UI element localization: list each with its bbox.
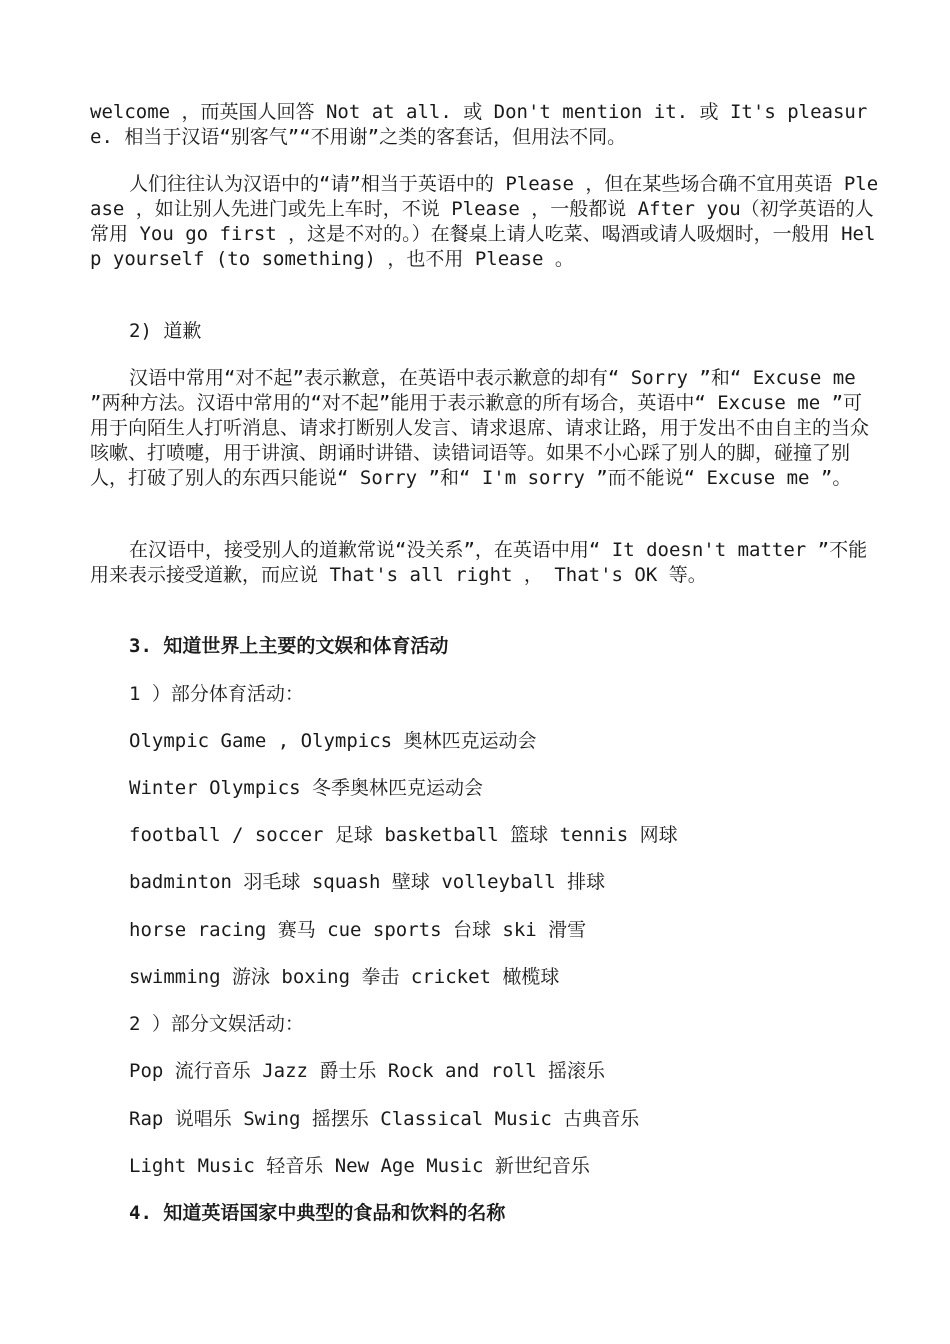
paragraph-accepting-apology: 在汉语中，接受别人的道歉常说“没关系”，在英语中用“ It doesn't matter ”不能用来表示接受道歉，而应说 That's all right ， That's OK 等。 <box>90 539 868 586</box>
paragraph-sorry-excuse-me: 汉语中常用“对不起”表示歉意，在英语中表示歉意的却有“ Sorry ”和“ Excuse me ”两种方法。汉语中常用的“对不起”能用于表示歉意的所有场合，英语中“ Excuse me ”可用于向陌生人打听消息、请求打断别人发言、请求退席、请求让路，用于发出不由自主的当众咳嗽、打喷嚏，用于讲演、朗诵时讲错、读错词语等。如果不小心踩了别人的脚，碰撞了别人，打破了别人的东西只能说“ Sorry ”和“ I'm sorry ”而不能说“ Excuse me ”。 <box>90 367 870 489</box>
paragraph-welcome-reply: welcome ，而英国人回答 Not at all. 或 Don't mention it. 或 It's pleasure. 相当于汉语“别客气”“不用谢”之类的客套话，但用法不同。 <box>90 101 868 148</box>
music-line: Pop 流行音乐 Jazz 爵士乐 Rock and roll 摇滚乐 <box>129 1060 605 1082</box>
section-4-heading: 4. 知道英语国家中典型的食品和饮料的名称 <box>129 1202 506 1224</box>
music-line: Rap 说唱乐 Swing 摇摆乐 Classical Music 古典音乐 <box>129 1108 640 1130</box>
sports-label: 1 ）部分体育活动： <box>129 683 304 705</box>
music-label: 2 ）部分文娱活动： <box>129 1013 304 1035</box>
sports-line: badminton 羽毛球 squash 壁球 volleyball 排球 <box>129 871 606 893</box>
section-3-heading: 3. 知道世界上主要的文娱和体育活动 <box>129 635 449 657</box>
sports-line: football / soccer 足球 basketball 篮球 tennis 网球 <box>129 824 678 846</box>
subheading-apology: 2) 道歉 <box>129 320 202 342</box>
sports-line: swimming 游泳 boxing 拳击 cricket 橄榄球 <box>129 966 560 988</box>
sports-line: Olympic Game , Olympics 奥林匹克运动会 <box>129 730 537 752</box>
paragraph-please-usage: 人们往往认为汉语中的“请”相当于英语中的 Please ，但在某些场合确不宜用英语 Please ，如让别人先进门或先上车时，不说 Please ，一般都说 After you（初学英语的人常用 You go first ，这是不对的。）在餐桌上请人吃菜、喝酒或请人吸烟时，一般用 Help yourself (to something) ，也不用 Please 。 <box>90 173 879 270</box>
music-line: Light Music 轻音乐 New Age Music 新世纪音乐 <box>129 1155 590 1177</box>
sports-line: Winter Olympics 冬季奥林匹克运动会 <box>129 777 484 799</box>
sports-line: horse racing 赛马 cue sports 台球 ski 滑雪 <box>129 919 587 941</box>
